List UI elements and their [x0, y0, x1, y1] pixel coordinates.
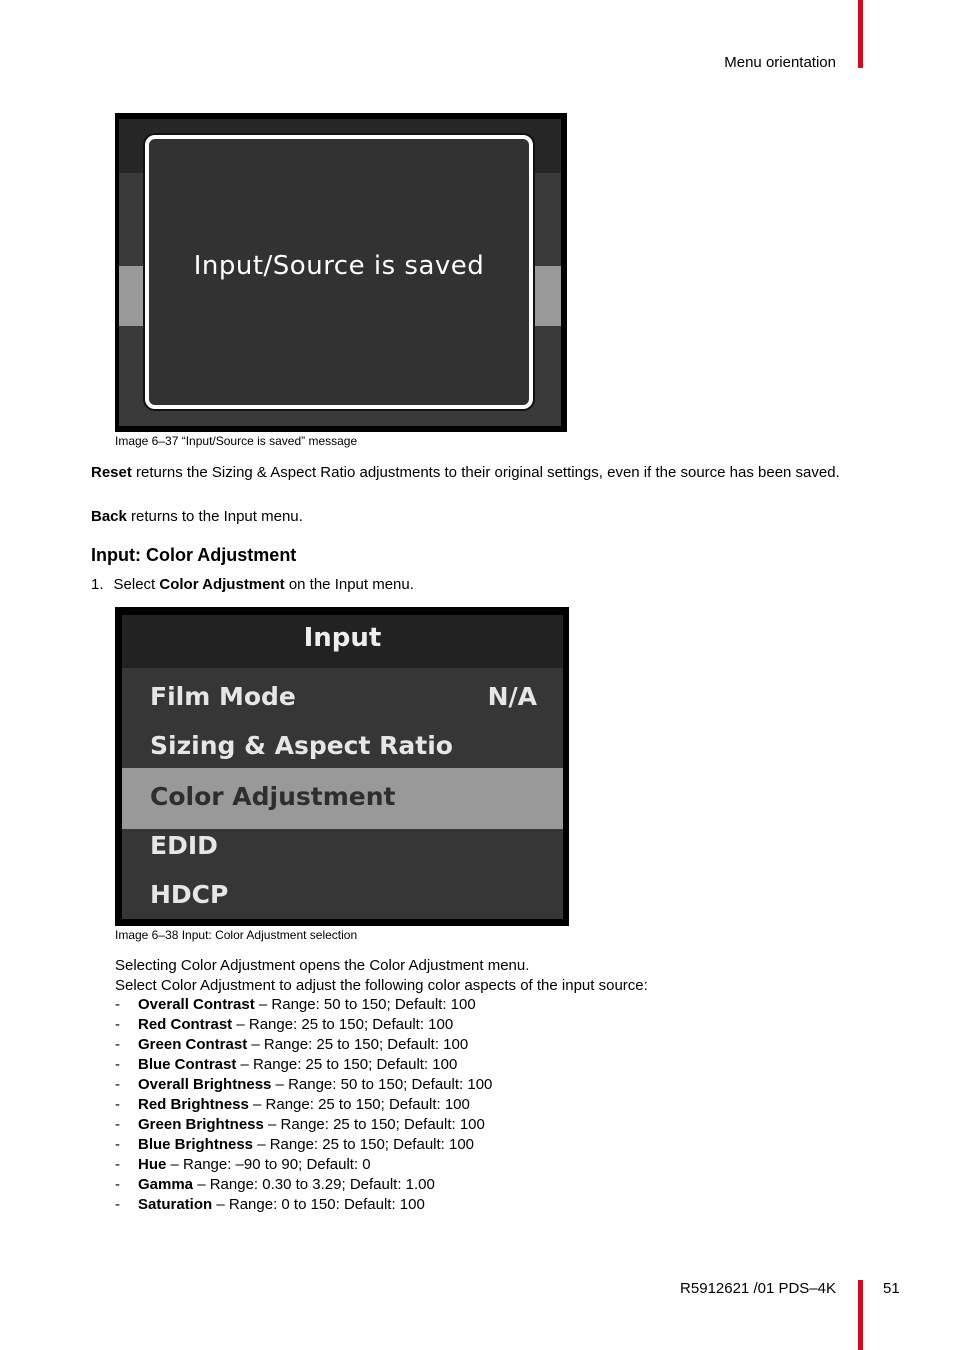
list-item	[115, 995, 492, 1015]
input-menu-screenshot	[115, 607, 569, 926]
list-item	[115, 1175, 492, 1195]
menu-item-label: EDID	[150, 831, 218, 860]
aspect-detail: – Range: 25 to 150; Default: 100	[232, 1016, 454, 1033]
list-dash: -	[115, 1156, 120, 1173]
aspect-detail: – Range: 25 to 150; Default: 100	[248, 1096, 470, 1113]
aspect-name: Overall Brightness	[138, 1076, 272, 1093]
menu-title: Input	[303, 623, 382, 653]
section-heading: Input: Color Adjustment	[91, 545, 297, 565]
aspect-name: Green Contrast	[138, 1036, 248, 1053]
list-dash: -	[115, 1176, 120, 1193]
footer-red-bar	[858, 1280, 863, 1350]
back-term: Back	[91, 508, 127, 525]
intro-line-2: Select Color Adjustment to adjust the following color aspects of the input source:	[115, 977, 648, 994]
menu-item-hdcp	[122, 871, 563, 921]
list-dash: -	[115, 1136, 120, 1153]
list-dash: -	[115, 1016, 120, 1033]
page-number: 51	[883, 1280, 900, 1297]
list-dash: -	[115, 996, 120, 1013]
step-text-bold: Color Adjustment	[159, 576, 285, 593]
aspect-name: Green Brightness	[138, 1116, 264, 1133]
reset-term: Reset	[91, 464, 132, 481]
aspect-detail: – Range: 25 to 150; Default: 100	[247, 1036, 469, 1053]
menu-item-value: N/A	[487, 682, 537, 711]
list-item	[115, 1095, 492, 1115]
menu-title-row	[122, 615, 563, 668]
menu-item-color-adjustment	[122, 768, 563, 829]
aspect-name: Red Brightness	[138, 1096, 249, 1113]
reset-paragraph	[91, 464, 863, 481]
saved-message-screenshot	[115, 113, 567, 432]
list-item	[115, 1075, 492, 1095]
menu-item-label: HDCP	[150, 880, 229, 909]
header-red-bar	[858, 0, 863, 68]
step-text-post: on the Input menu.	[284, 576, 414, 593]
list-dash: -	[115, 1096, 120, 1113]
list-item	[115, 1155, 492, 1175]
reset-text: returns the Sizing & Aspect Ratio adjustments to their original settings, even if the source has been saved.	[131, 464, 840, 481]
menu-item-film-mode	[122, 673, 563, 723]
aspect-detail: – Range: –90 to 90; Default: 0	[166, 1156, 371, 1173]
step-number: 1.	[91, 576, 104, 593]
back-text: returns to the Input menu.	[126, 508, 303, 525]
color-aspect-list	[115, 995, 492, 1215]
menu-item-label: Film Mode	[150, 682, 296, 711]
aspect-name: Overall Contrast	[138, 996, 255, 1013]
menu-item-sizing-aspect-ratio	[122, 722, 563, 772]
list-item	[115, 1195, 492, 1215]
intro-line-1: Selecting Color Adjustment opens the Color Adjustment menu.	[115, 957, 530, 974]
list-dash: -	[115, 1076, 120, 1093]
aspect-name: Hue	[138, 1156, 167, 1173]
aspect-detail: – Range: 0 to 150: Default: 100	[212, 1196, 425, 1213]
list-item	[115, 1055, 492, 1075]
aspect-detail: – Range: 25 to 150; Default: 100	[253, 1136, 475, 1153]
aspect-detail: – Range: 25 to 150; Default: 100	[263, 1116, 485, 1133]
saved-dialog	[145, 135, 533, 409]
footer-document-id: R5912621 /01 PDS–4K	[680, 1280, 836, 1297]
step-text-pre: Select	[113, 576, 160, 593]
menu-item-label: Sizing & Aspect Ratio	[150, 731, 453, 760]
list-item	[115, 1035, 492, 1055]
menu-item-label: Color Adjustment	[150, 782, 396, 811]
aspect-name: Blue Contrast	[138, 1056, 237, 1073]
saved-message: Input/Source is saved	[193, 251, 485, 281]
list-item	[115, 1115, 492, 1135]
aspect-detail: – Range: 50 to 150; Default: 100	[254, 996, 476, 1013]
list-dash: -	[115, 1056, 120, 1073]
input-menu	[122, 615, 563, 919]
figure-caption-1: Image 6–37 “Input/Source is saved” message	[115, 434, 358, 448]
aspect-name: Gamma	[138, 1176, 194, 1193]
list-dash: -	[115, 1036, 120, 1053]
aspect-name: Blue Brightness	[138, 1136, 254, 1153]
list-item	[115, 1015, 492, 1035]
running-header: Menu orientation	[724, 54, 836, 71]
menu-item-edid	[122, 822, 563, 872]
list-item	[115, 1135, 492, 1155]
list-dash: -	[115, 1116, 120, 1133]
list-dash: -	[115, 1196, 120, 1213]
step-1	[91, 576, 414, 593]
aspect-detail: – Range: 0.30 to 3.29; Default: 1.00	[193, 1176, 435, 1193]
aspect-name: Saturation	[138, 1196, 213, 1213]
aspect-detail: – Range: 50 to 150; Default: 100	[271, 1076, 493, 1093]
aspect-name: Red Contrast	[138, 1016, 233, 1033]
back-paragraph	[91, 508, 303, 525]
figure-caption-2: Image 6–38 Input: Color Adjustment selection	[115, 928, 358, 942]
aspect-detail: – Range: 25 to 150; Default: 100	[236, 1056, 458, 1073]
